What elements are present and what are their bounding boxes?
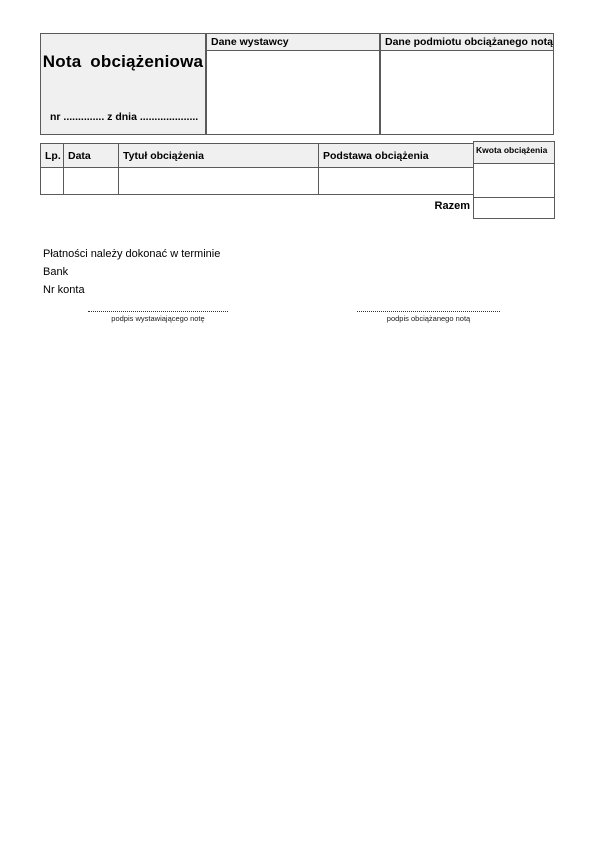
issuer-signature-line	[88, 306, 228, 312]
debtor-box	[380, 33, 554, 135]
issuer-header: Dane wystawcy	[207, 34, 379, 51]
debtor-signature-label: podpis obciążanego notą	[386, 314, 471, 323]
debtor-header: Dane podmiotu obciążanego notą	[381, 34, 553, 51]
note-number-and-date-line: nr .............. z dnia ....................	[50, 111, 199, 123]
issuer-signature-label: podpis wystawiającego notę	[111, 314, 205, 323]
cell-tytul-field[interactable]	[119, 168, 319, 195]
charges-table	[40, 143, 474, 195]
total-label: Razem	[434, 200, 470, 212]
cell-data-field[interactable]	[64, 168, 119, 195]
issuer-box	[206, 33, 380, 135]
debtor-details-field[interactable]	[381, 51, 553, 134]
bank-label: Bank	[43, 266, 69, 278]
charges-table-row	[41, 168, 474, 195]
account-number-label: Nr konta	[43, 284, 85, 296]
cell-podstawa-field[interactable]	[319, 168, 474, 195]
issuer-signature-block	[88, 306, 228, 323]
charges-table-header-row	[41, 144, 474, 168]
form-title: Nota obciążeniowa	[42, 52, 204, 71]
title-box	[40, 33, 206, 135]
issuer-details-field[interactable]	[207, 51, 379, 134]
col-header-lp: Lp.	[41, 144, 64, 168]
col-header-podstawa-obciazenia: Podstawa obciążenia	[319, 144, 474, 168]
col-header-data: Data	[64, 144, 119, 168]
cell-lp-field[interactable]	[41, 168, 64, 195]
total-amount-field[interactable]	[474, 198, 554, 218]
cell-kwota-field[interactable]	[474, 164, 554, 198]
col-header-tytul-obciazenia: Tytuł obciążenia	[119, 144, 319, 168]
debtor-signature-line	[357, 306, 500, 312]
col-header-kwota-obciazenia: Kwota obciążenia	[474, 142, 554, 164]
amount-column-box	[473, 141, 555, 219]
debtor-signature-block	[357, 306, 500, 323]
payment-deadline-label: Płatności należy dokonać w terminie	[43, 248, 221, 260]
